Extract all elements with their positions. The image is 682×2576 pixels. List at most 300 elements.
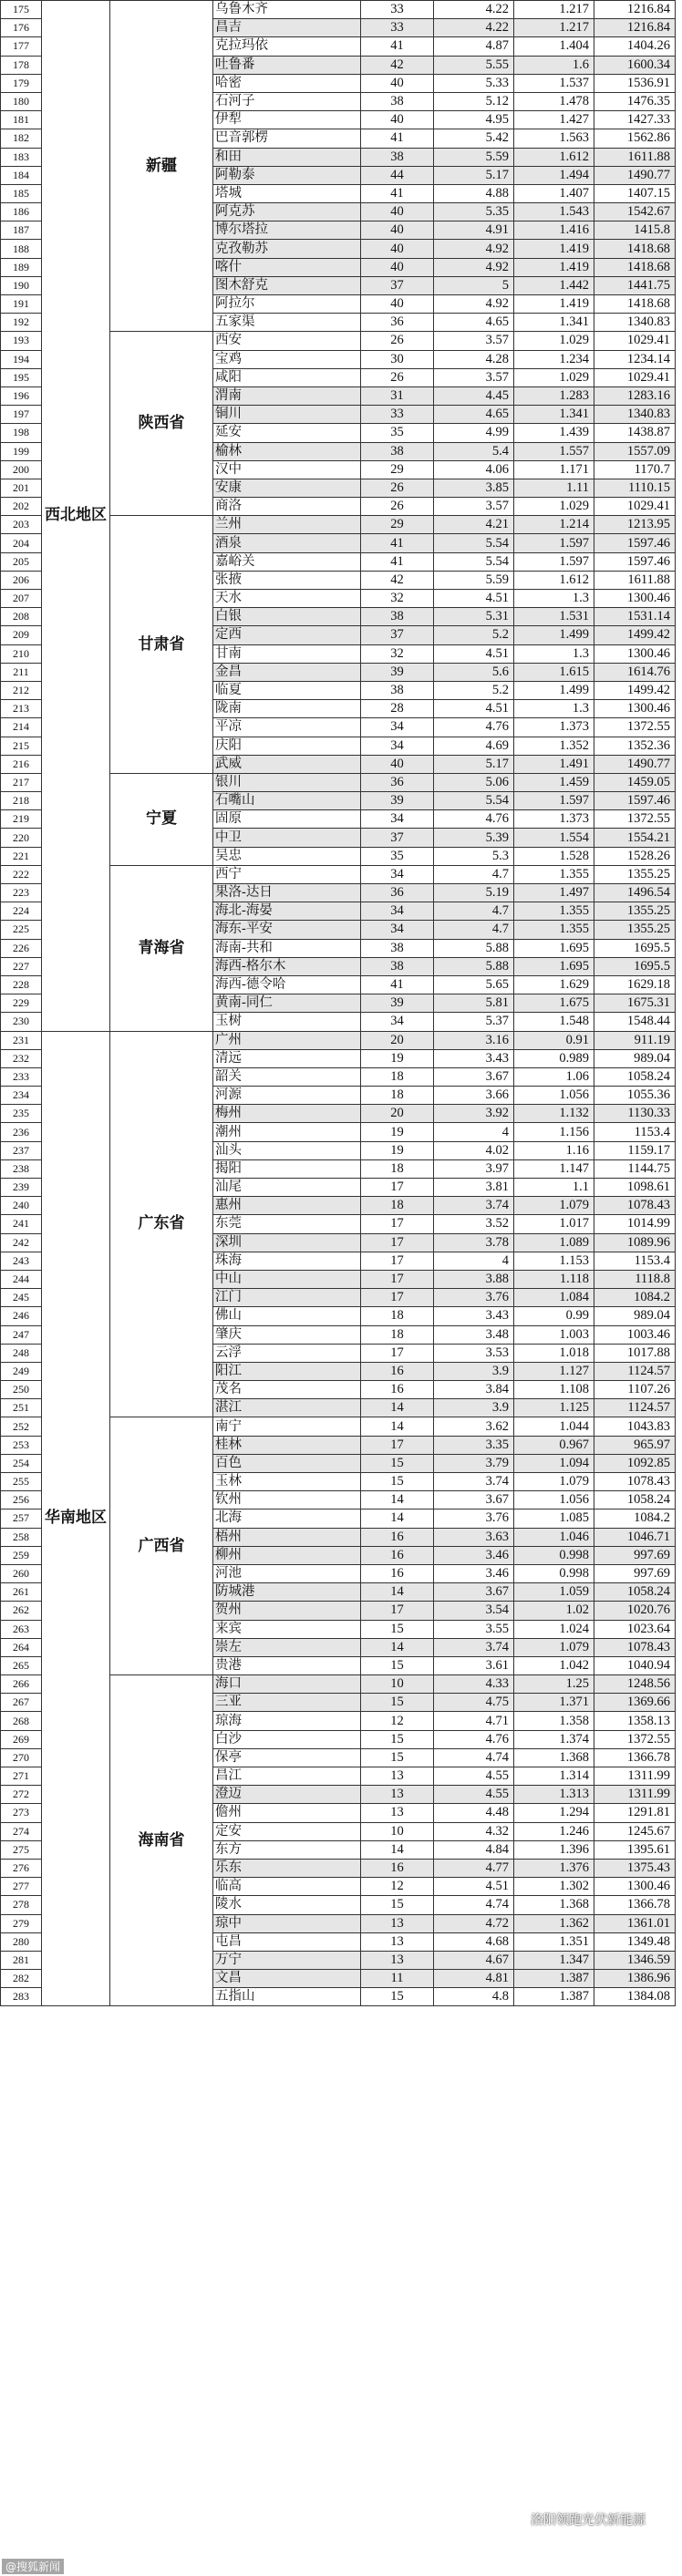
value-cell: 4.51	[434, 1878, 514, 1896]
value-cell: 1499.42	[594, 681, 676, 699]
value-cell: 3.43	[434, 1307, 514, 1325]
province-cell: 海南省	[110, 1675, 213, 2006]
row-number: 234	[1, 1087, 42, 1105]
row-number: 267	[1, 1694, 42, 1712]
value-cell: 1.118	[514, 1270, 594, 1288]
city-cell: 海东-平安	[213, 921, 361, 939]
value-cell: 1130.33	[594, 1105, 676, 1123]
city-cell: 汕尾	[213, 1179, 361, 1197]
value-cell: 14	[361, 1583, 434, 1602]
province-cell: 甘肃省	[110, 516, 213, 774]
row-number: 225	[1, 921, 42, 939]
value-cell: 32	[361, 644, 434, 663]
value-cell: 38	[361, 681, 434, 699]
city-cell: 文昌	[213, 1970, 361, 1988]
value-cell: 1283.16	[594, 386, 676, 405]
row-number: 269	[1, 1730, 42, 1748]
city-cell: 巴音郭楞	[213, 129, 361, 148]
value-cell: 1.6	[514, 56, 594, 74]
value-cell: 17	[361, 1215, 434, 1233]
value-cell: 997.69	[594, 1564, 676, 1582]
city-cell: 咸阳	[213, 368, 361, 386]
value-cell: 4.92	[434, 240, 514, 258]
value-cell: 1369.66	[594, 1694, 676, 1712]
value-cell: 5.39	[434, 829, 514, 847]
city-cell: 东方	[213, 1840, 361, 1859]
value-cell: 1600.34	[594, 56, 676, 74]
row-number: 238	[1, 1159, 42, 1178]
row-number: 258	[1, 1528, 42, 1546]
value-cell: 15	[361, 1620, 434, 1638]
value-cell: 26	[361, 479, 434, 497]
row-number: 254	[1, 1454, 42, 1472]
city-cell: 琼海	[213, 1712, 361, 1730]
value-cell: 1.056	[514, 1491, 594, 1510]
value-cell: 1.127	[514, 1362, 594, 1380]
value-cell: 1611.88	[594, 148, 676, 166]
province-cell: 宁夏	[110, 773, 213, 865]
city-cell: 图木舒克	[213, 276, 361, 294]
value-cell: 1542.67	[594, 203, 676, 222]
value-cell: 1118.8	[594, 1270, 676, 1288]
value-cell: 1.355	[514, 865, 594, 883]
value-cell: 1.612	[514, 571, 594, 589]
value-cell: 1355.25	[594, 865, 676, 883]
value-cell: 3.57	[434, 332, 514, 350]
value-cell: 1216.84	[594, 1, 676, 19]
value-cell: 1695.5	[594, 957, 676, 975]
value-cell: 1.387	[514, 1970, 594, 1988]
value-cell: 13	[361, 1932, 434, 1951]
value-cell: 0.998	[514, 1564, 594, 1582]
value-cell: 1372.55	[594, 1730, 676, 1748]
value-cell: 965.97	[594, 1436, 676, 1454]
value-cell: 1170.7	[594, 460, 676, 479]
value-cell: 15	[361, 1988, 434, 2006]
city-cell: 琼中	[213, 1914, 361, 1932]
value-cell: 3.54	[434, 1602, 514, 1620]
row-number: 264	[1, 1638, 42, 1656]
value-cell: 1611.88	[594, 571, 676, 589]
value-cell: 4.65	[434, 406, 514, 424]
city-cell: 临夏	[213, 681, 361, 699]
value-cell: 3.76	[434, 1510, 514, 1528]
value-cell: 29	[361, 516, 434, 534]
row-number: 199	[1, 442, 42, 460]
value-cell: 1.675	[514, 994, 594, 1013]
city-cell: 克孜勒苏	[213, 240, 361, 258]
row-number: 230	[1, 1013, 42, 1031]
city-cell: 昌江	[213, 1767, 361, 1786]
value-cell: 34	[361, 737, 434, 755]
value-cell: 1216.84	[594, 19, 676, 37]
row-number: 184	[1, 166, 42, 184]
row-number: 245	[1, 1289, 42, 1307]
city-cell: 海西-德令哈	[213, 975, 361, 994]
value-cell: 34	[361, 921, 434, 939]
value-cell: 10	[361, 1822, 434, 1840]
value-cell: 1014.99	[594, 1215, 676, 1233]
value-cell: 1597.46	[594, 534, 676, 552]
value-cell: 1629.18	[594, 975, 676, 994]
value-cell: 40	[361, 203, 434, 222]
value-cell: 1372.55	[594, 810, 676, 829]
value-cell: 19	[361, 1049, 434, 1067]
value-cell: 1.528	[514, 847, 594, 865]
row-number: 261	[1, 1583, 42, 1602]
city-cell: 榆林	[213, 442, 361, 460]
value-cell: 1441.75	[594, 276, 676, 294]
value-cell: 1.314	[514, 1767, 594, 1786]
value-cell: 14	[361, 1840, 434, 1859]
region-cell: 西北地区	[42, 1, 110, 1032]
row-number: 266	[1, 1675, 42, 1694]
row-number: 262	[1, 1602, 42, 1620]
value-cell: 1.214	[514, 516, 594, 534]
city-cell: 五家渠	[213, 314, 361, 332]
city-cell: 屯昌	[213, 1932, 361, 1951]
value-cell: 1107.26	[594, 1381, 676, 1399]
city-cell: 南宁	[213, 1417, 361, 1436]
value-cell: 1528.26	[594, 847, 676, 865]
city-cell: 肇庆	[213, 1325, 361, 1344]
value-cell: 3.79	[434, 1454, 514, 1472]
value-cell: 1.427	[514, 111, 594, 129]
table-body	[1, 1, 676, 2006]
value-cell: 1.3	[514, 644, 594, 663]
value-cell: 15	[361, 1454, 434, 1472]
value-cell: 1.017	[514, 1215, 594, 1233]
value-cell: 41	[361, 37, 434, 56]
value-cell: 1614.76	[594, 663, 676, 681]
value-cell: 1536.91	[594, 74, 676, 92]
value-cell: 42	[361, 571, 434, 589]
value-cell: 1.374	[514, 1730, 594, 1748]
value-cell: 1055.36	[594, 1087, 676, 1105]
value-cell: 1361.01	[594, 1914, 676, 1932]
value-cell: 36	[361, 773, 434, 791]
value-cell: 1300.46	[594, 644, 676, 663]
city-cell: 伊犁	[213, 111, 361, 129]
value-cell: 3.57	[434, 368, 514, 386]
value-cell: 26	[361, 332, 434, 350]
value-cell: 3.55	[434, 1620, 514, 1638]
value-cell: 1.404	[514, 37, 594, 56]
value-cell: 17	[361, 1289, 434, 1307]
value-cell: 1.147	[514, 1159, 594, 1178]
city-cell: 保亭	[213, 1748, 361, 1767]
row-number: 176	[1, 19, 42, 37]
value-cell: 3.92	[434, 1105, 514, 1123]
value-cell: 35	[361, 424, 434, 442]
city-cell: 海口	[213, 1675, 361, 1694]
city-cell: 安康	[213, 479, 361, 497]
value-cell: 1352.36	[594, 737, 676, 755]
city-cell: 克拉玛依	[213, 37, 361, 56]
value-cell: 1.355	[514, 902, 594, 921]
city-cell: 昌吉	[213, 19, 361, 37]
value-cell: 1029.41	[594, 368, 676, 386]
value-cell: 3.78	[434, 1233, 514, 1252]
watermark-left: @搜狐新闻	[2, 2559, 64, 2574]
city-cell: 阿克苏	[213, 203, 361, 222]
value-cell: 17	[361, 1602, 434, 1620]
row-number: 181	[1, 111, 42, 129]
value-cell: 1.156	[514, 1123, 594, 1141]
city-cell: 揭阳	[213, 1159, 361, 1178]
row-number: 278	[1, 1896, 42, 1914]
row-number: 217	[1, 773, 42, 791]
value-cell: 35	[361, 847, 434, 865]
value-cell: 1.351	[514, 1932, 594, 1951]
value-cell: 34	[361, 902, 434, 921]
value-cell: 1490.77	[594, 755, 676, 773]
city-cell: 临高	[213, 1878, 361, 1896]
value-cell: 17	[361, 1344, 434, 1362]
row-number: 185	[1, 184, 42, 202]
city-cell: 银川	[213, 773, 361, 791]
value-cell: 5.17	[434, 166, 514, 184]
row-number: 277	[1, 1878, 42, 1896]
value-cell: 1.695	[514, 957, 594, 975]
value-cell: 1.029	[514, 368, 594, 386]
value-cell: 1234.14	[594, 350, 676, 368]
province-cell: 陕西省	[110, 332, 213, 516]
value-cell: 1.419	[514, 258, 594, 276]
value-cell: 40	[361, 222, 434, 240]
row-number: 283	[1, 1988, 42, 2006]
value-cell: 1.084	[514, 1289, 594, 1307]
value-cell: 1415.8	[594, 222, 676, 240]
value-cell: 39	[361, 792, 434, 810]
city-cell: 河源	[213, 1087, 361, 1105]
row-number: 255	[1, 1473, 42, 1491]
value-cell: 5.33	[434, 74, 514, 92]
value-cell: 1.171	[514, 460, 594, 479]
value-cell: 5.54	[434, 552, 514, 571]
city-cell: 石嘴山	[213, 792, 361, 810]
value-cell: 4.51	[434, 590, 514, 608]
value-cell: 1311.99	[594, 1786, 676, 1804]
value-cell: 5.35	[434, 203, 514, 222]
value-cell: 40	[361, 258, 434, 276]
value-cell: 3.63	[434, 1528, 514, 1546]
value-cell: 1084.2	[594, 1289, 676, 1307]
city-cell: 陵水	[213, 1896, 361, 1914]
value-cell: 4.76	[434, 718, 514, 737]
row-number: 205	[1, 552, 42, 571]
value-cell: 4.21	[434, 516, 514, 534]
value-cell: 4.06	[434, 460, 514, 479]
value-cell: 1.341	[514, 406, 594, 424]
value-cell: 997.69	[594, 1546, 676, 1564]
city-cell: 海南-共和	[213, 939, 361, 957]
value-cell: 3.9	[434, 1362, 514, 1380]
value-cell: 34	[361, 810, 434, 829]
value-cell: 4.92	[434, 295, 514, 314]
value-cell: 1098.61	[594, 1179, 676, 1197]
value-cell: 1.612	[514, 148, 594, 166]
value-cell: 3.81	[434, 1179, 514, 1197]
row-number: 272	[1, 1786, 42, 1804]
row-number: 241	[1, 1215, 42, 1233]
row-number: 239	[1, 1179, 42, 1197]
city-cell: 中山	[213, 1270, 361, 1288]
value-cell: 1.442	[514, 276, 594, 294]
row-number: 263	[1, 1620, 42, 1638]
value-cell: 11	[361, 1970, 434, 1988]
value-cell: 1.003	[514, 1325, 594, 1344]
value-cell: 4.55	[434, 1767, 514, 1786]
row-number: 257	[1, 1510, 42, 1528]
city-cell: 定安	[213, 1822, 361, 1840]
value-cell: 3.61	[434, 1656, 514, 1674]
city-cell: 五指山	[213, 1988, 361, 2006]
value-cell: 34	[361, 1013, 434, 1031]
city-cell: 梧州	[213, 1528, 361, 1546]
value-cell: 1.629	[514, 975, 594, 994]
row-number: 206	[1, 571, 42, 589]
value-cell: 3.74	[434, 1638, 514, 1656]
value-cell: 14	[361, 1491, 434, 1510]
value-cell: 1124.57	[594, 1362, 676, 1380]
city-cell: 江门	[213, 1289, 361, 1307]
value-cell: 1.494	[514, 166, 594, 184]
value-cell: 3.74	[434, 1473, 514, 1491]
value-cell: 18	[361, 1307, 434, 1325]
value-cell: 1.543	[514, 203, 594, 222]
city-cell: 博尔塔拉	[213, 222, 361, 240]
value-cell: 41	[361, 975, 434, 994]
city-cell: 钦州	[213, 1491, 361, 1510]
value-cell: 32	[361, 590, 434, 608]
row-number: 253	[1, 1436, 42, 1454]
value-cell: 5.17	[434, 755, 514, 773]
value-cell: 19	[361, 1141, 434, 1159]
value-cell: 0.989	[514, 1049, 594, 1067]
city-cell: 潮州	[213, 1123, 361, 1141]
value-cell: 1418.68	[594, 240, 676, 258]
value-cell: 1.563	[514, 129, 594, 148]
value-cell: 1.153	[514, 1252, 594, 1270]
row-number: 280	[1, 1932, 42, 1951]
province-cell: 新疆	[110, 1, 213, 332]
city-cell: 渭南	[213, 386, 361, 405]
city-cell: 嘉峪关	[213, 552, 361, 571]
value-cell: 4.22	[434, 1, 514, 19]
row-number: 279	[1, 1914, 42, 1932]
row-number: 195	[1, 368, 42, 386]
value-cell: 20	[361, 1105, 434, 1123]
value-cell: 5.81	[434, 994, 514, 1013]
row-number: 274	[1, 1822, 42, 1840]
row-number: 250	[1, 1381, 42, 1399]
city-cell: 哈密	[213, 74, 361, 92]
city-cell: 黄南-同仁	[213, 994, 361, 1013]
value-cell: 1.373	[514, 718, 594, 737]
value-cell: 1.358	[514, 1712, 594, 1730]
row-number: 220	[1, 829, 42, 847]
value-cell: 1153.4	[594, 1123, 676, 1141]
value-cell: 4.74	[434, 1896, 514, 1914]
row-number: 202	[1, 498, 42, 516]
table-row	[1, 1031, 676, 1049]
row-number: 200	[1, 460, 42, 479]
province-cell: 广西省	[110, 1417, 213, 1675]
value-cell: 1.079	[514, 1638, 594, 1656]
value-cell: 1.352	[514, 737, 594, 755]
value-cell: 37	[361, 626, 434, 644]
row-number: 240	[1, 1197, 42, 1215]
value-cell: 1548.44	[594, 1013, 676, 1031]
row-number: 281	[1, 1951, 42, 1969]
value-cell: 4.8	[434, 1988, 514, 2006]
value-cell: 5.2	[434, 626, 514, 644]
value-cell: 1300.46	[594, 700, 676, 718]
value-cell: 5.31	[434, 608, 514, 626]
row-number: 190	[1, 276, 42, 294]
row-number: 226	[1, 939, 42, 957]
row-number: 231	[1, 1031, 42, 1049]
value-cell: 5.88	[434, 939, 514, 957]
row-number: 273	[1, 1804, 42, 1822]
value-cell: 4.87	[434, 37, 514, 56]
row-number: 212	[1, 681, 42, 699]
value-cell: 1.3	[514, 590, 594, 608]
value-cell: 4.22	[434, 19, 514, 37]
value-cell: 1.06	[514, 1067, 594, 1086]
value-cell: 29	[361, 460, 434, 479]
row-number: 219	[1, 810, 42, 829]
value-cell: 1300.46	[594, 590, 676, 608]
value-cell: 17	[361, 1233, 434, 1252]
city-cell: 清远	[213, 1049, 361, 1067]
value-cell: 4.32	[434, 1822, 514, 1840]
value-cell: 19	[361, 1123, 434, 1141]
value-cell: 5.88	[434, 957, 514, 975]
row-number: 203	[1, 516, 42, 534]
row-number: 227	[1, 957, 42, 975]
value-cell: 30	[361, 350, 434, 368]
value-cell: 1.1	[514, 1179, 594, 1197]
value-cell: 1.044	[514, 1417, 594, 1436]
city-cell: 儋州	[213, 1804, 361, 1822]
value-cell: 0.91	[514, 1031, 594, 1049]
city-cell: 乌鲁木齐	[213, 1, 361, 19]
value-cell: 1.439	[514, 424, 594, 442]
value-cell: 3.52	[434, 1215, 514, 1233]
value-cell: 33	[361, 406, 434, 424]
row-number: 196	[1, 386, 42, 405]
value-cell: 1.11	[514, 479, 594, 497]
city-cell: 吴忠	[213, 847, 361, 865]
city-cell: 乐东	[213, 1859, 361, 1877]
value-cell: 989.04	[594, 1307, 676, 1325]
value-cell: 1213.95	[594, 516, 676, 534]
value-cell: 3.48	[434, 1325, 514, 1344]
value-cell: 5.06	[434, 773, 514, 791]
value-cell: 1562.86	[594, 129, 676, 148]
value-cell: 17	[361, 1179, 434, 1197]
value-cell: 15	[361, 1896, 434, 1914]
city-cell: 北海	[213, 1510, 361, 1528]
value-cell: 1349.48	[594, 1932, 676, 1951]
row-number: 214	[1, 718, 42, 737]
value-cell: 1245.67	[594, 1822, 676, 1840]
value-cell: 1.597	[514, 792, 594, 810]
value-cell: 1084.2	[594, 1510, 676, 1528]
value-cell: 1.554	[514, 829, 594, 847]
